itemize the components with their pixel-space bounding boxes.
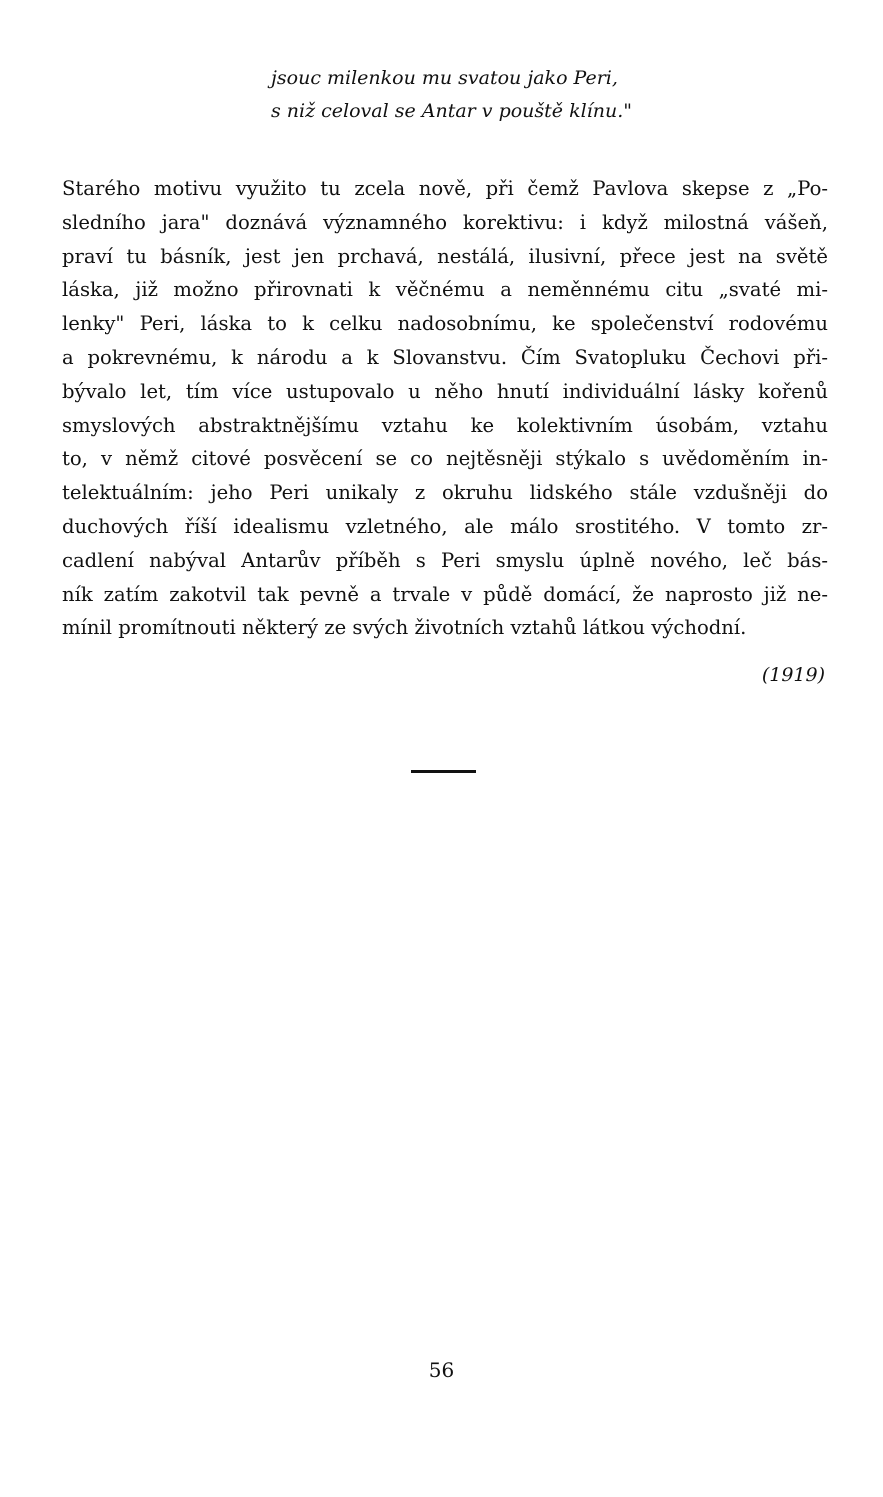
paragraph-line: praví tu básník, jest jen prchavá, nestálá, ilusivní, přece jest na světě [62, 244, 828, 268]
paragraph-line: ník zatím zakotvil tak pevně a trvale v půdě domácí, že naprosto již ne- [62, 582, 828, 606]
paragraph-line: to, v němž citové posvěcení se co nejtěsněji stýkalo s uvědoměním in- [62, 447, 828, 471]
page-number: 56 [428, 1358, 455, 1382]
paragraph-line: mínil promítnouti některý ze svých životních vztahů látkou východní. [62, 616, 747, 640]
paragraph-line: sledního jara" doznává významného korektivu: i když milostná vášeň, [62, 210, 828, 234]
section-divider [411, 770, 476, 773]
paragraph-line: cadlení nabýval Antarův příběh s Peri smyslu úplně nového, leč bás- [62, 548, 828, 572]
verse-line-1: jsouc milenkou mu svatou jako Peri, [271, 67, 618, 89]
paragraph-line: láska, již možno přirovnati k věčnému a neměnnému citu „svaté mi- [62, 278, 828, 302]
paragraph-line: telektuálním: jeho Peri unikaly z okruhu lidského stále vzdušněji do [62, 481, 828, 505]
paragraph-line: duchových říší idealismu vzletného, ale málo srostitého. V tomto zr- [62, 514, 828, 538]
paragraph-line: a pokrevnému, k národu a k Slovanstvu. Čím Svatopluku Čechovi při- [62, 345, 828, 369]
paragraph-line: lenky" Peri, láska to k celku nadosobnímu, ke společenství rodovému [62, 312, 828, 336]
paragraph-line: smyslových abstraktnějšímu vztahu ke kolektivním úsobám, vztahu [62, 413, 828, 437]
date-signature: (1919) [761, 664, 825, 686]
paragraph-line: bývalo let, tím více ustupovalo u něho hnutí individuální lásky kořenů [62, 379, 828, 403]
paragraph-line: Starého motivu využito tu zcela nově, při čemž Pavlova skepse z „Po- [62, 177, 828, 200]
verse-line-2: s niž celoval se Antar v pouště klínu." [271, 100, 633, 122]
body-paragraph [62, 172, 828, 645]
